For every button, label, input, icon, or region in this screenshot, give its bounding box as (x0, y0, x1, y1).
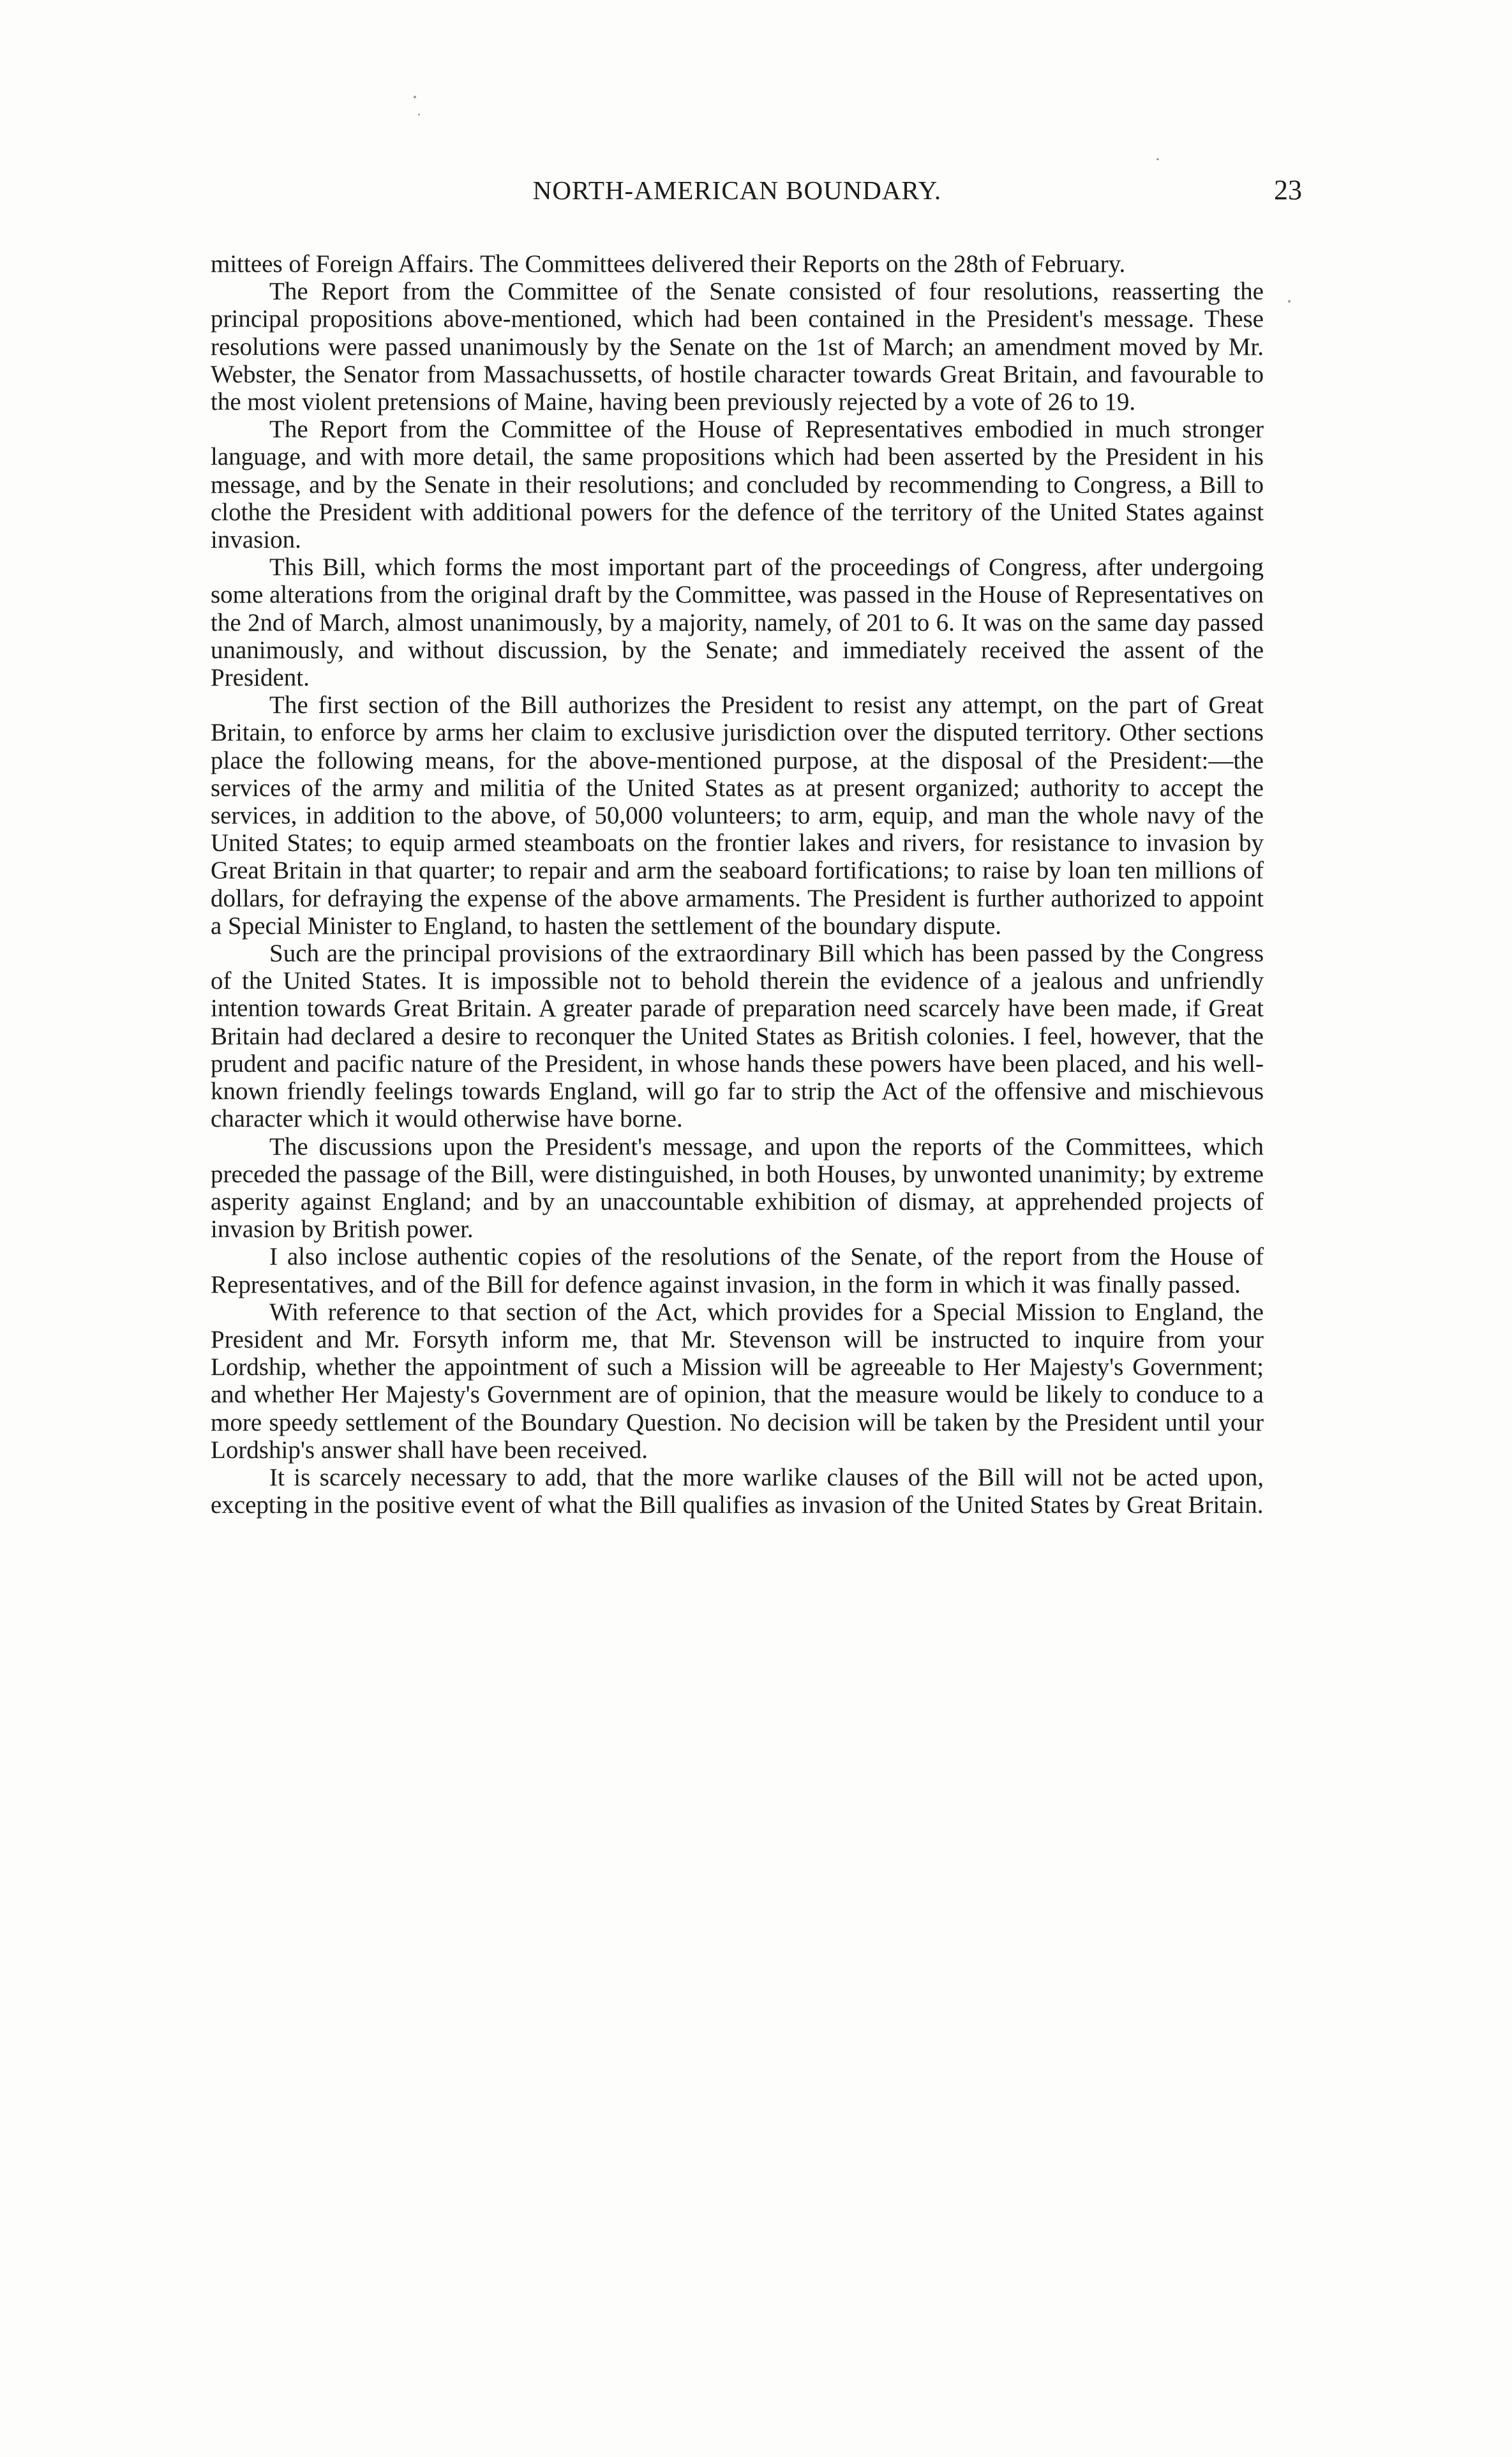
paragraph-senate-report: The Report from the Committee of the Senate consisted of four resolutions, reasserting the principal propositions above-mentioned, which had been contained in the President's message. These resolutions were passed unanimously by the Senate on the 1st of March; an amendment moved by Mr. Webster, the Senator from Massachussetts, of hostile character towards Great Britain, and favourable to the most violent pretensions of Maine, having been previously rejected by a vote of 26 to 19. (211, 278, 1264, 416)
paper-speck (418, 114, 420, 116)
paragraph-bill-sections: The first section of the Bill authorizes the President to resist any attempt, on the part of Great Britain, to enforce by arms her claim to exclusive jurisdiction over the disputed territory. Other sections place the following means, for the above-mentioned purpose, at the disposal of the President:—the services of the army and militia of the United States as at present organized; authority to accept the services, in addition to the above, of 50,000 volunteers; to arm, equip, and man the whole navy of the United States; to equip armed steamboats on the frontier lakes and rivers, for resistance to invasion by Great Britain in that quarter; to repair and arm the seaboard fortifications; to raise by loan ten millions of dollars, for defraying the expense of the above armaments. The President is further authorized to appoint a Special Minister to England, to hasten the settlement of the boundary dispute. (211, 691, 1264, 940)
running-head (211, 171, 1302, 209)
paragraph-continuation: mittees of Foreign Affairs. The Committees delivered their Reports on the 28th of February. (211, 250, 1126, 278)
paragraph-special-mission: With reference to that section of the Act, which provides for a Special Mission to England, the President and Mr. Forsyth inform me, that Mr. Stevenson will be instructed to inquire from your Lordship, whether the appointment of such a Mission will be agreeable to Her Majesty's Government; and whether Her Majesty's Government are of opinion, that the measure would be likely to conduce to a more speedy settlement of the Boundary Question. No decision will be taken by the President until your Lordship's answer shall have been received. (211, 1298, 1264, 1464)
paragraph-closing: It is scarcely necessary to add, that the more warlike clauses of the Bill will not be acted upon, excepting in the positive event of what the Bill qualifies as invasion of the United States by Great Britain. (211, 1463, 1264, 1519)
paper-speck (414, 96, 416, 98)
paper-speck (1288, 300, 1291, 303)
paragraph-enclosures: I also inclose authentic copies of the resolutions of the Senate, of the report from the House of Representatives, and of the Bill for defence against invasion, in the form in which it was finally passed. (211, 1243, 1264, 1298)
running-title: NORTH-AMERICAN BOUNDARY. (532, 176, 942, 205)
paragraph-bill-passage: This Bill, which forms the most important part of the proceedings of Congress, after undergoing some alterations from the original draft by the Committee, was passed in the House of Representatives on the 2nd of March, almost unanimously, by a majority, namely, of 201 to 6. It was on the same day passed unanimously, and without discussion, by the Senate; and immediately received the assent of the President. (211, 553, 1264, 692)
page-number: 23 (1274, 174, 1302, 206)
paragraph-house-report: The Report from the Committee of the House of Representatives embodied in much stronger language, and with more detail, the same propositions which had been asserted by the President in his message, and by the Senate in their resolutions; and concluded by recommending to Congress, a Bill to clothe the President with additional powers for the defence of the territory of the United States against invasion. (211, 416, 1264, 554)
body-text (211, 250, 1264, 1519)
paragraph-provisions: Such are the principal provisions of the extraordinary Bill which has been passed by the Congress of the United States. It is impossible not to behold therein the evidence of a jealous and unfriendly intention towards Great Britain. A greater parade of preparation need scarcely have been made, if Great Britain had declared a desire to reconquer the United States as British colonies. I feel, however, that the prudent and pacific nature of the President, in whose hands these powers have been placed, and his well-known friendly feelings towards England, will go far to strip the Act of the offensive and mischievous character which it would otherwise have borne. (211, 940, 1264, 1133)
paragraph-discussions: The discussions upon the President's message, and upon the reports of the Committees, which preceded the passage of the Bill, were distinguished, in both Houses, by unwonted unanimity; by extreme asperity against England; and by an unaccountable exhibition of dismay, at apprehended projects of invasion by British power. (211, 1132, 1264, 1244)
paper-speck (1156, 158, 1159, 160)
